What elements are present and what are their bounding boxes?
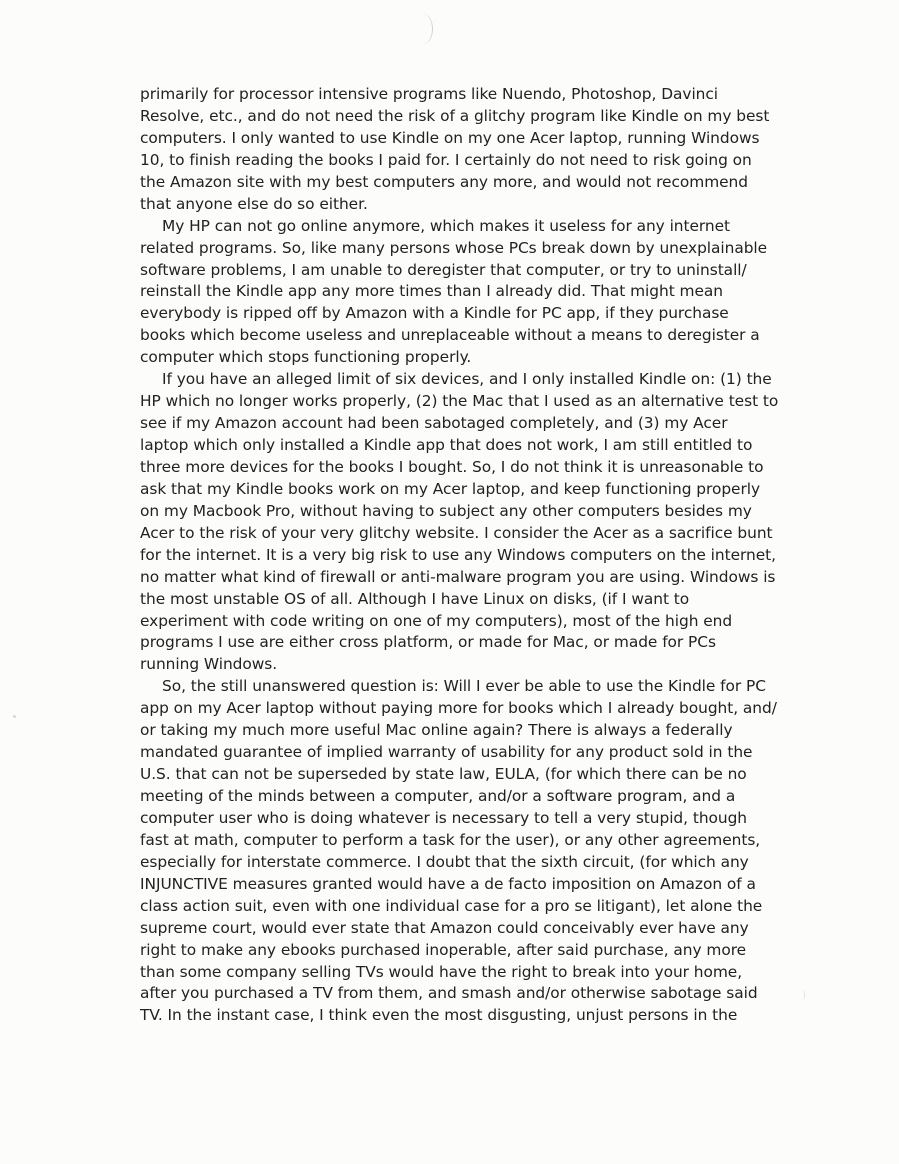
paragraph-first-line: My HP can not go online anymore, which makes it useless for any internet [162, 216, 731, 235]
text-line: computer user who is doing whatever is necessary to tell a very stupid, though [140, 808, 748, 827]
text-line: three more devices for the books I bought. So, I do not think it is unreasonable to [140, 457, 764, 476]
text-line: app on my Acer laptop without paying more for books which I already bought, and/ [140, 699, 777, 718]
scan-speck [13, 715, 16, 718]
text-line: supreme court, would ever state that Amazon could conceivably ever have any [140, 918, 749, 937]
scan-artifact-mark [414, 14, 433, 44]
text-line: INJUNCTIVE measures granted would have a de facto imposition on Amazon of a [140, 874, 756, 893]
scan-artifact-right [800, 990, 805, 1000]
text-line: laptop which only installed a Kindle app that does not work, I am still entitled to [140, 436, 753, 454]
text-line: related programs. So, like many persons whose PCs break down by unexplainable [140, 238, 768, 257]
text-line: the most unstable OS of all. Although I have Linux on disks, (if I want to [140, 589, 690, 608]
text-line: computers. I only wanted to use Kindle on my one Acer laptop, running Windows [140, 128, 760, 147]
text-line: computer which stops functioning properly. [140, 348, 472, 367]
text-line: right to make any ebooks purchased inoperable, after said purchase, any more [140, 940, 747, 959]
text-line: meeting of the minds between a computer, and/or a software program, and a [140, 787, 736, 805]
text-line: U.S. that can not be superseded by state law, EULA, (for which there can be no [140, 765, 747, 784]
paragraph-first-line: If you have an alleged limit of six devices, and I only installed Kindle on: (1) the [162, 370, 772, 389]
text-line: mandated guarantee of implied warranty of usability for any product sold in the [140, 743, 753, 762]
text-line: after you purchased a TV from them, and smash and/or otherwise sabotage said [140, 984, 758, 1003]
text-line: everybody is ripped off by Amazon with a Kindle for PC app, if they purchase [140, 304, 729, 323]
text-line: especially for interstate commerce. I doubt that the sixth circuit, (for which any [140, 852, 749, 871]
text-line: primarily for processor intensive programs like Nuendo, Photoshop, Davinci [140, 85, 719, 103]
text-line: running Windows. [140, 655, 278, 674]
text-line: that anyone else do so either. [140, 194, 368, 213]
text-line: HP which no longer works properly, (2) the Mac that I used as an alternative test to [140, 392, 779, 411]
text-line: TV. In the instant case, I think even the most disgusting, unjust persons in the [140, 1006, 738, 1025]
text-line: 10, to finish reading the books I paid for. I certainly do not need to risk going on [140, 150, 752, 169]
text-line: class action suit, even with one individual case for a pro se litigant), let alone the [140, 896, 763, 915]
text-line: reinstall the Kindle app any more times than I already did. That might mean [140, 282, 723, 301]
text-line: Resolve, etc., and do not need the risk of a glitchy program like Kindle on my best [140, 106, 770, 125]
text-line: software problems, I am unable to deregister that computer, or try to uninstall/ [140, 260, 747, 279]
text-line: books which become useless and unreplaceable without a means to deregister a [140, 326, 760, 345]
text-line: no matter what kind of firewall or anti-malware program you are using. Windows is [140, 567, 776, 586]
paragraph-first-line: So, the still unanswered question is: Will I ever be able to use the Kindle for PC [162, 677, 766, 696]
text-line: on my Macbook Pro, without having to subject any other computers besides my [140, 501, 752, 520]
text-line: or taking my much more useful Mac online again? There is always a federally [140, 721, 733, 740]
text-line: fast at math, computer to perform a task for the user), or any other agreements, [140, 830, 761, 849]
letter-body [140, 84, 790, 1027]
text-line: Acer to the risk of your very glitchy website. I consider the Acer as a sacrifice bunt [140, 523, 773, 542]
text-line: than some company selling TVs would have the right to break into your home, [140, 962, 743, 981]
text-line: ask that my Kindle books work on my Acer laptop, and keep functioning properly [140, 479, 761, 498]
text-line: for the internet. It is a very big risk to use any Windows computers on the internet, [140, 545, 776, 564]
text-line: experiment with code writing on one of my computers), most of the high end [140, 611, 733, 630]
text-line: see if my Amazon account had been sabotaged completely, and (3) my Acer [140, 414, 728, 433]
text-line: the Amazon site with my best computers any more, and would not recommend [140, 172, 748, 191]
text-line: programs I use are either cross platform, or made for Mac, or made for PCs [140, 633, 716, 652]
